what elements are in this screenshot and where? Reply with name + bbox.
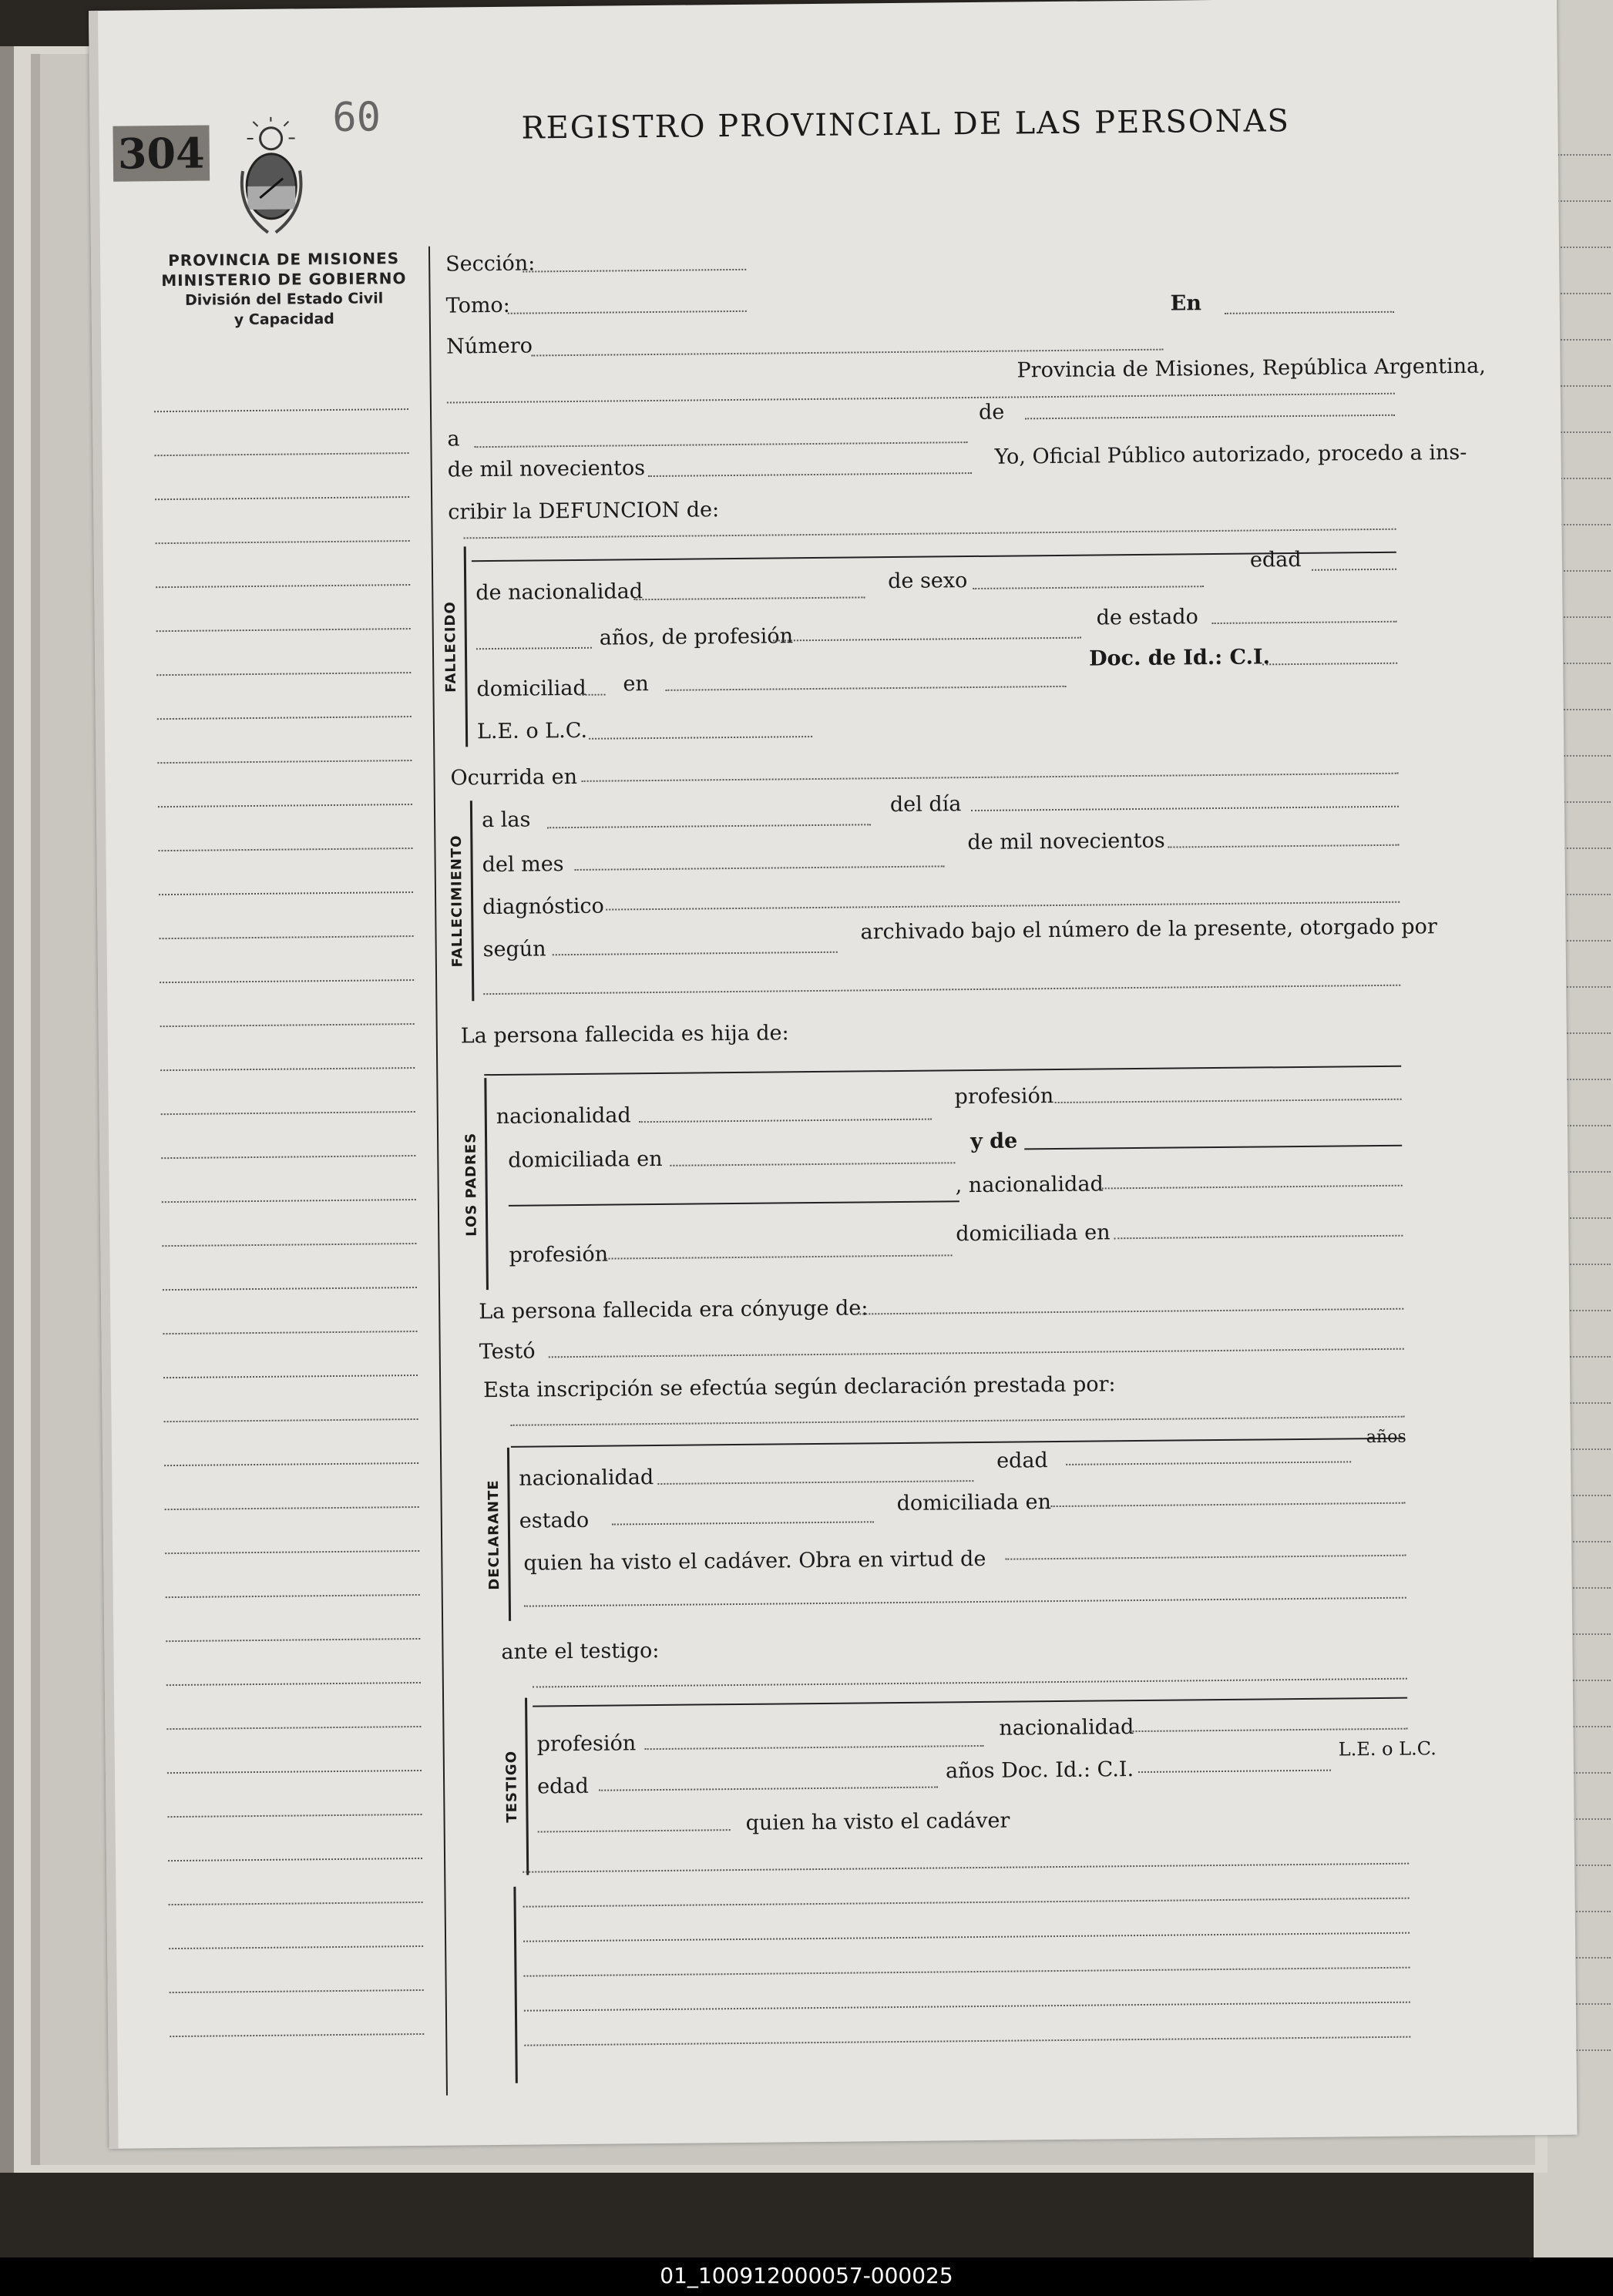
archivado-text: archivado bajo el número de la presente, otorgado por (860, 915, 1437, 945)
a-label: a (447, 427, 460, 451)
declarante-domicilio-label: domiciliada en (896, 1490, 1052, 1516)
provincia-text: Provincia de Misiones, República Argentina, (1017, 354, 1486, 383)
madre-extra-rule (509, 1200, 959, 1207)
conyuge-field[interactable] (856, 1308, 1403, 1315)
testigo-section-label: TESTIGO (503, 1750, 521, 1823)
margin-notes (89, 0, 1557, 11)
madre-domicilio-field[interactable] (1114, 1235, 1403, 1240)
coat-of-arms-icon (236, 116, 307, 240)
declarante-estado-label: estado (519, 1508, 590, 1533)
doc-field[interactable] (1262, 663, 1397, 666)
testigo-nacionalidad-label: nacionalidad (999, 1715, 1134, 1740)
image-caption: 01_100912000057-000025 (660, 2263, 953, 2288)
fallecimiento-section-label: FALLECIMIENTO (448, 834, 466, 968)
numero-label: Número (446, 334, 533, 359)
en-label: En (1170, 291, 1202, 316)
ocurrida-field[interactable] (582, 773, 1399, 782)
declarante-estado-field[interactable] (612, 1521, 874, 1525)
de-mil-label: de mil novecientos (447, 456, 646, 482)
padres-section-label: LOS PADRES (462, 1132, 480, 1237)
padre-nacionalidad-field[interactable] (639, 1119, 932, 1123)
testigo-edad-field[interactable] (599, 1787, 938, 1791)
testigo-intro: ante el testigo: (501, 1638, 660, 1664)
declarante-name-rule (511, 1438, 1405, 1448)
anio-fallec-field[interactable] (1168, 844, 1399, 848)
madre-domicilio-label: domiciliada en (956, 1220, 1111, 1247)
edad-label: edad (1249, 547, 1302, 572)
declarante-section-label: DECLARANTE (485, 1479, 503, 1590)
de-mil-fallec-label: de mil novecientos (967, 828, 1165, 855)
domicilio-field[interactable] (665, 686, 1066, 691)
domiciliad-suffix-field[interactable] (580, 694, 606, 696)
obra-field[interactable] (1005, 1555, 1406, 1560)
ocurrida-label: Ocurrida en (450, 764, 578, 791)
padre-nacionalidad-label: nacionalidad (496, 1103, 631, 1129)
segun-label: según (482, 937, 546, 962)
hija-de-label: La persona fallecida es hija de: (460, 1021, 789, 1049)
diagnostico-field[interactable] (606, 901, 1400, 911)
domiciliad-label: domiciliad (476, 676, 586, 702)
testo-label: Testó (479, 1339, 536, 1365)
year-field[interactable] (648, 472, 972, 477)
madre-profesion-field[interactable] (606, 1254, 953, 1259)
declarante-edad-label: edad (996, 1448, 1048, 1473)
declarante-nacionalidad-label: nacionalidad (519, 1465, 654, 1491)
padre-domicilio-field[interactable] (670, 1162, 955, 1166)
sexo-field[interactable] (973, 586, 1204, 589)
place-field[interactable] (447, 393, 1395, 404)
declarante-intro: Esta inscripción se efectúa según declaración prestada por: (483, 1372, 1116, 1403)
tomo-field[interactable] (508, 310, 747, 314)
testigo-edad-label: edad (537, 1774, 589, 1799)
padre-profesion-field[interactable] (1055, 1099, 1402, 1103)
edad-field[interactable] (1312, 569, 1396, 571)
fallecido-section-label: FALLECIDO (442, 601, 460, 693)
declarante-domicilio-field[interactable] (1051, 1502, 1406, 1507)
declarante-anos-label: años (1366, 1427, 1406, 1448)
testigo-le-lc-label: L.E. o L.C. (1338, 1737, 1437, 1761)
numero-field[interactable] (531, 349, 1163, 357)
otorgado-field[interactable] (483, 985, 1400, 995)
folio-stamp: 304 (113, 126, 210, 182)
testigo-name-rule (533, 1697, 1407, 1707)
age-years-field[interactable] (476, 647, 592, 650)
estado-label: de estado (1096, 605, 1198, 630)
padre-name-rule (484, 1066, 1401, 1076)
del-mes-label: del mes (482, 852, 564, 878)
observation-bar (513, 1887, 517, 2083)
de-label: de (978, 400, 1005, 425)
estado-field[interactable] (1212, 621, 1397, 624)
a-las-label: a las (481, 807, 531, 833)
madre-nacionalidad-field[interactable] (1102, 1185, 1403, 1190)
domicilio-en-label: en (623, 672, 649, 697)
profesion-field[interactable] (773, 637, 1081, 642)
nacionalidad-label: de nacionalidad (475, 579, 644, 606)
month-field[interactable] (1025, 415, 1395, 420)
yo-text: Yo, Oficial Público autorizado, procedo a ins- (994, 440, 1467, 469)
diagnostico-label: diagnóstico (482, 894, 605, 920)
testigo-profesion-field[interactable] (645, 1745, 984, 1750)
cribir-text: cribir la DEFUNCION de: (448, 498, 720, 525)
tomo-label: Tomo: (445, 293, 510, 318)
conyuge-label: La persona fallecida era cónyuge de: (479, 1296, 869, 1324)
madre-nacionalidad-label: , nacionalidad (955, 1172, 1104, 1198)
del-dia-label: del día (889, 792, 962, 817)
le-lc-field[interactable] (589, 736, 812, 740)
page-title: REGISTRO PROVINCIAL DE LAS PERSONAS (521, 103, 1291, 146)
testigo-quien-text: quien ha visto el cadáver (745, 1808, 1010, 1835)
declarante-name-field[interactable] (511, 1416, 1405, 1426)
issuer-division: División del Estado Civil (184, 290, 384, 309)
issuer-block (153, 248, 415, 331)
madre-name-rule (1024, 1145, 1402, 1150)
seccion-label: Sección: (445, 251, 536, 277)
padre-domicilio-label: domiciliada en (508, 1146, 663, 1173)
deceased-name-field[interactable] (464, 529, 1396, 539)
y-de-label: y de (969, 1129, 1018, 1154)
obra-field-2[interactable] (524, 1597, 1406, 1607)
day-field[interactable] (474, 441, 967, 448)
testigo-le-lc-field[interactable] (538, 1829, 731, 1832)
hora-field[interactable] (547, 824, 871, 828)
testigo-profesion-label: profesión (536, 1731, 637, 1757)
seccion-field[interactable] (523, 269, 746, 273)
testigo-name-field[interactable] (533, 1678, 1407, 1688)
declarante-quien-text: quien ha visto el cadáver. Obra en virtud de (523, 1546, 986, 1576)
declarante-edad-field[interactable] (1066, 1461, 1351, 1465)
mes-field[interactable] (575, 865, 945, 871)
margin-divider (428, 247, 448, 2096)
pencil-note: 60 (332, 94, 381, 141)
issuer-province: PROVINCIA DE MISIONES (168, 249, 400, 270)
dia-field[interactable] (971, 806, 1399, 811)
testigo-anos-doc-label: años Doc. Id.: C.I. (945, 1757, 1134, 1784)
doc-label: Doc. de Id.: C.I. (1088, 645, 1271, 671)
death-certificate-form (89, 0, 1578, 2149)
issuer-ministry: MINISTERIO DE GOBIERNO (161, 269, 407, 290)
testigo-doc-field[interactable] (1138, 1770, 1331, 1773)
le-lc-label: L.E. o L.C. (476, 718, 588, 744)
sexo-label: de sexo (888, 569, 968, 594)
en-field[interactable] (1225, 311, 1394, 314)
testo-field[interactable] (549, 1348, 1404, 1358)
issuer-division-2: y Capacidad (234, 310, 334, 329)
observation-lines (89, 0, 1557, 11)
testigo-nacionalidad-field[interactable] (1130, 1728, 1407, 1732)
madre-profesion-label: profesión (509, 1242, 609, 1267)
anos-profesion-label: años, de profesión (599, 624, 794, 650)
nacionalidad-field[interactable] (633, 596, 865, 600)
segun-field[interactable] (553, 952, 838, 956)
declarante-nacionalidad-field[interactable] (657, 1480, 973, 1485)
padre-profesion-label: profesión (954, 1084, 1054, 1109)
